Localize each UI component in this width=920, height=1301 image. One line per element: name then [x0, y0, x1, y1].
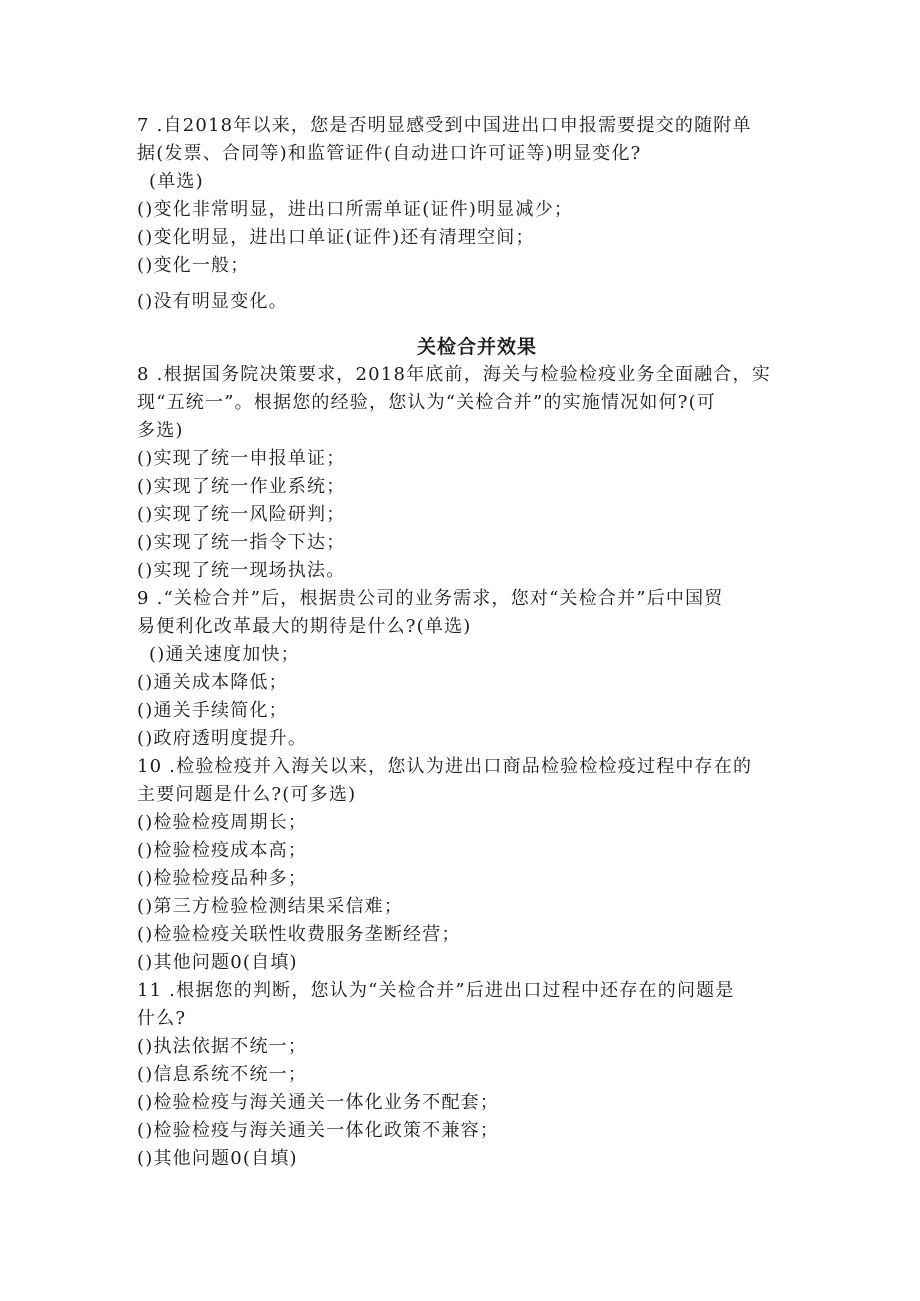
question-11-option[interactable]: ()检验检疫与海关通关一体化业务不配套；	[137, 1092, 500, 1113]
question-10-option[interactable]: ()第三方检验检测结果采信难；	[137, 896, 404, 917]
question-11-option[interactable]: ()信息系统不统一；	[137, 1064, 308, 1085]
question-10-option[interactable]: ()检验检疫品种多；	[137, 868, 308, 889]
question-7-option[interactable]: ()变化明显，进出口单证(证件)还有清理空间；	[137, 227, 535, 248]
question-10	[137, 753, 797, 977]
question-7-option[interactable]: ()变化非常明显，进出口所需单证(证件)明显减少；	[137, 199, 574, 220]
question-10-text-line-2: 主要问题是什么?(可多选)	[137, 784, 357, 805]
question-9-option[interactable]: ()通关手续简化；	[137, 700, 288, 721]
document-page	[137, 112, 797, 1173]
question-9-text-line-2: 易便利化改革最大的期待是什么?(单选)	[137, 616, 472, 637]
question-11-option[interactable]: ()其他问题0(自填)	[137, 1148, 298, 1169]
question-8-option[interactable]: ()实现了统一申报单证；	[137, 448, 346, 469]
question-8-text-line-1: 8 .根据国务院决策要求，2018年底前，海关与检验检疫业务全面融合，实	[137, 364, 771, 385]
question-9-option[interactable]: ()通关速度加快；	[149, 644, 300, 665]
question-9-option[interactable]: ()政府透明度提升。	[137, 728, 308, 749]
question-8-text-line-2: 现“五统一”。根据您的经验，您认为“关检合并”的实施情况如何?(可	[137, 392, 717, 413]
question-10-option[interactable]: ()检验检疫关联性收费服务垄断经营；	[137, 924, 461, 945]
question-11	[137, 977, 797, 1173]
question-10-option[interactable]: ()其他问题0(自填)	[137, 952, 298, 973]
question-8-option[interactable]: ()实现了统一作业系统；	[137, 476, 346, 497]
section-title: 关检合并效果	[416, 336, 537, 358]
question-11-option[interactable]: ()检验检疫与海关通关一体化政策不兼容；	[137, 1120, 500, 1141]
question-10-option[interactable]: ()检验检疫成本高；	[137, 840, 308, 861]
question-8-text-line-3: 多选)	[137, 420, 184, 441]
question-10-text-line-1: 10 .检验检疫并入海关以来，您认为进出口商品检验检检疫过程中存在的	[137, 756, 753, 777]
question-7-option[interactable]: ()变化一般；	[137, 255, 250, 276]
question-7	[137, 112, 797, 316]
question-9-text-line-1: 9 .“关检合并”后，根据贵公司的业务需求，您对“关检合并”后中国贸	[137, 588, 724, 609]
question-8-option[interactable]: ()实现了统一指令下达；	[137, 532, 346, 553]
question-7-option[interactable]: ()没有明显变化。	[137, 291, 288, 312]
question-11-text-line-1: 11 .根据您的判断，您认为“关检合并”后进出口过程中还存在的问题是	[137, 980, 735, 1001]
question-7-type: (单选)	[149, 171, 204, 192]
question-11-text-line-2: 什么?	[137, 1008, 187, 1029]
question-9	[137, 585, 797, 753]
question-8-option[interactable]: ()实现了统一现场执法。	[137, 560, 346, 581]
question-7-text-line-1: 7 .自2018年以来，您是否明显感受到中国进出口申报需要提交的随附单	[137, 115, 752, 136]
question-7-text-line-2: 据(发票、合同等)和监管证件(自动进口许可证等)明显变化?	[137, 143, 642, 164]
question-11-option[interactable]: ()执法依据不统一；	[137, 1036, 308, 1057]
question-10-option[interactable]: ()检验检疫周期长；	[137, 812, 308, 833]
question-9-option[interactable]: ()通关成本降低；	[137, 672, 288, 693]
question-8-option[interactable]: ()实现了统一风险研判；	[137, 504, 346, 525]
question-8	[137, 361, 797, 585]
